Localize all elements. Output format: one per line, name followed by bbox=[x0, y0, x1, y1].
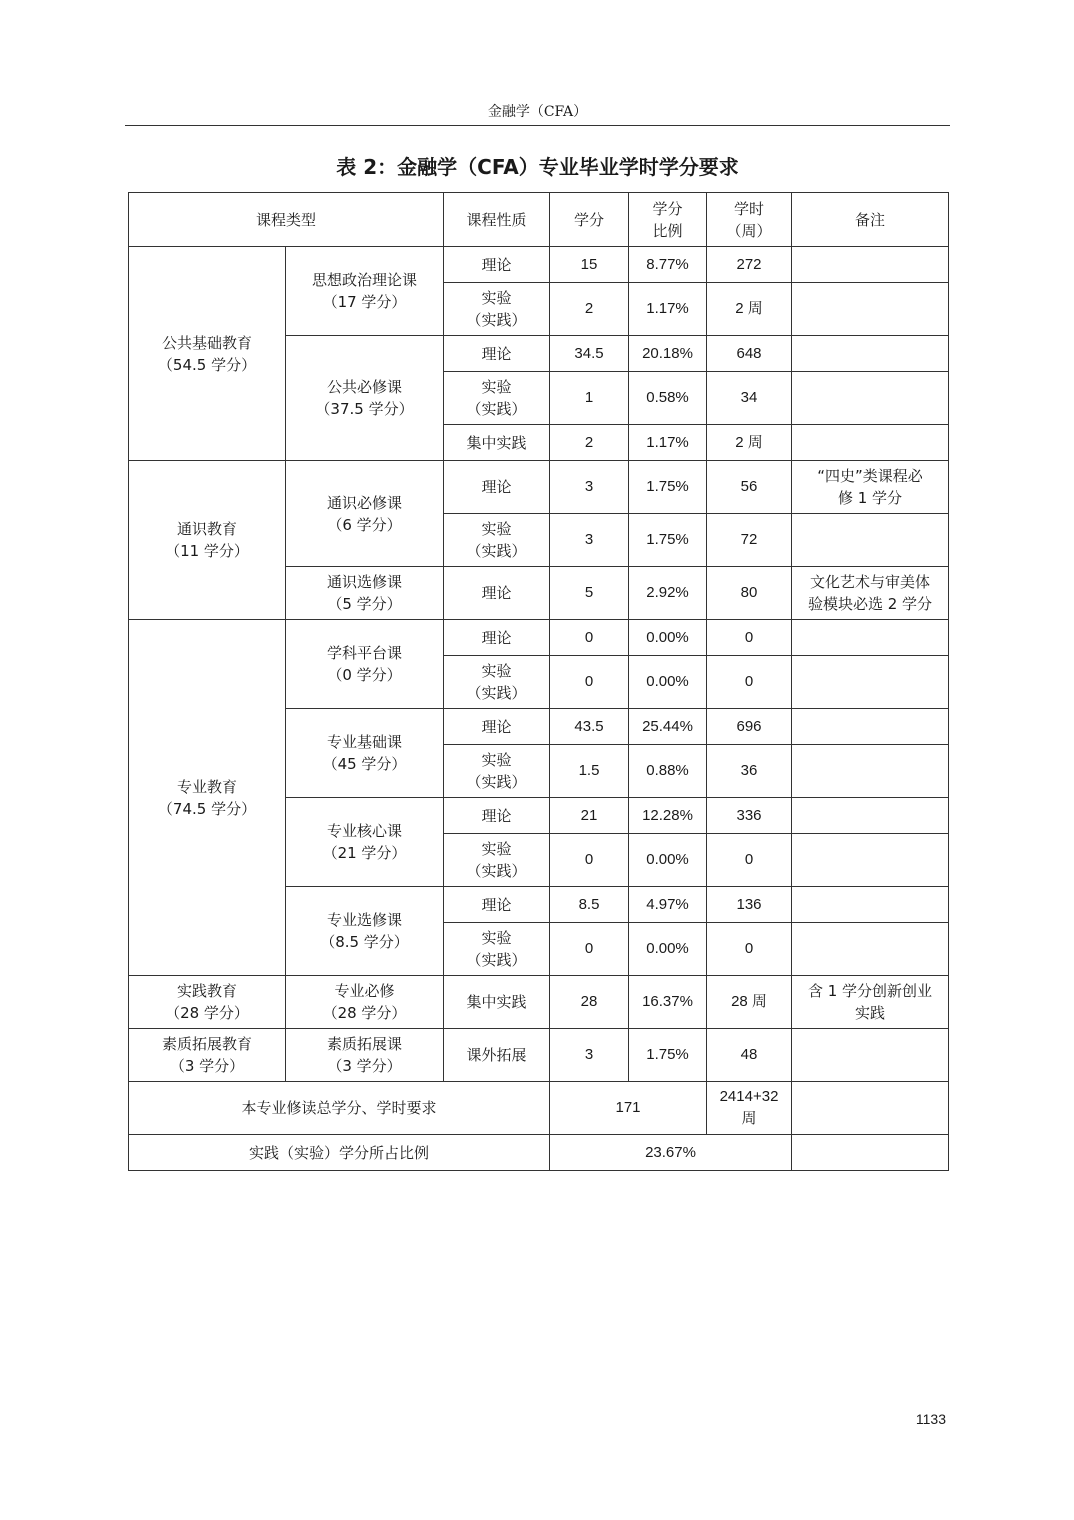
table-row bbox=[129, 976, 949, 1029]
hours-cell: 272 bbox=[707, 247, 792, 283]
group-label: 素质拓展教育 bbox=[161, 1035, 252, 1053]
credits-cell: 0 bbox=[550, 834, 629, 887]
group-general bbox=[129, 461, 286, 620]
table-row bbox=[129, 247, 949, 283]
subgroup-major-required bbox=[286, 976, 444, 1029]
ratio-cell: 20.18% bbox=[629, 336, 707, 372]
group-label: 实践教育 bbox=[176, 982, 237, 1000]
subgroup-label: 专业选修课 bbox=[327, 911, 403, 929]
hours-cell: 696 bbox=[707, 709, 792, 745]
hours-cell: 0 bbox=[707, 923, 792, 976]
nature-line1: 实验 bbox=[481, 751, 512, 769]
hours-cell: 0 bbox=[707, 656, 792, 709]
ratio-cell: 0.00% bbox=[629, 834, 707, 887]
group-credits: （3 学分） bbox=[169, 1057, 245, 1075]
nature-cell bbox=[444, 709, 550, 745]
note-cell bbox=[792, 620, 949, 656]
nature-line2: （实践） bbox=[466, 951, 527, 969]
totals-credits: 171 bbox=[550, 1082, 707, 1135]
subgroup-credits: （0 学分） bbox=[327, 666, 402, 684]
totals-label: 本专业修读总学分、学时要求 bbox=[129, 1082, 550, 1135]
credits-cell: 34.5 bbox=[550, 336, 629, 372]
nature-line1: 理论 bbox=[481, 717, 512, 736]
group-credits: （74.5 学分） bbox=[157, 799, 257, 818]
nature-line1: 理论 bbox=[481, 255, 512, 274]
ratio-cell: 0.88% bbox=[629, 745, 707, 798]
group-practice bbox=[129, 976, 286, 1029]
subgroup-public-required bbox=[286, 336, 444, 461]
subgroup-label: 通识选修课 bbox=[327, 573, 403, 591]
ratio-cell: 1.75% bbox=[629, 461, 707, 514]
ratio-cell: 0.00% bbox=[629, 923, 707, 976]
subgroup-label: 专业基础课 bbox=[327, 733, 403, 751]
nature-line1: 理论 bbox=[481, 628, 512, 647]
note-cell bbox=[792, 514, 949, 567]
subgroup-major-basic bbox=[286, 709, 444, 798]
note-line1: 文化艺术与审美体 bbox=[810, 573, 931, 591]
credit-requirements-table bbox=[128, 192, 949, 1171]
hours-cell: 48 bbox=[707, 1029, 792, 1082]
nature-cell bbox=[444, 567, 550, 620]
hours-cell: 648 bbox=[707, 336, 792, 372]
nature-cell bbox=[444, 247, 550, 283]
nature-cell bbox=[444, 1029, 550, 1082]
nature-cell bbox=[444, 745, 550, 798]
credits-cell: 5 bbox=[550, 567, 629, 620]
credits-cell: 0 bbox=[550, 656, 629, 709]
table-row bbox=[129, 461, 949, 514]
nature-line1: 理论 bbox=[481, 806, 512, 825]
nature-cell bbox=[444, 834, 550, 887]
subgroup-major-elective bbox=[286, 887, 444, 976]
nature-line2: （实践） bbox=[466, 542, 527, 560]
header-hours-line2: （周） bbox=[726, 221, 772, 240]
nature-cell bbox=[444, 887, 550, 923]
note-cell bbox=[792, 709, 949, 745]
table-row bbox=[129, 620, 949, 656]
ratio-cell: 0.00% bbox=[629, 620, 707, 656]
subgroup-credits: （17 学分） bbox=[322, 293, 407, 311]
nature-cell bbox=[444, 798, 550, 834]
group-public bbox=[129, 247, 286, 461]
note-cell bbox=[792, 887, 949, 923]
nature-line2: （实践） bbox=[466, 684, 527, 702]
note-line2: 修 1 学分 bbox=[837, 489, 903, 507]
hours-cell: 0 bbox=[707, 620, 792, 656]
subgroup-general-required bbox=[286, 461, 444, 567]
nature-line1: 理论 bbox=[481, 895, 512, 914]
table-title: 表 2：金融学（CFA）专业毕业学时学分要求 bbox=[336, 155, 739, 179]
hours-cell: 80 bbox=[707, 567, 792, 620]
credits-cell: 1.5 bbox=[550, 745, 629, 798]
ratio-cell: 1.17% bbox=[629, 283, 707, 336]
header-ratio-line1: 学分 bbox=[652, 199, 683, 218]
subgroup-credits: （5 学分） bbox=[327, 595, 402, 613]
group-quality bbox=[129, 1029, 286, 1082]
credits-cell: 2 bbox=[550, 283, 629, 336]
subgroup-ideological bbox=[286, 247, 444, 336]
subgroup-platform bbox=[286, 620, 444, 709]
nature-line1: 集中实践 bbox=[466, 993, 527, 1011]
hours-cell: 72 bbox=[707, 514, 792, 567]
credits-cell: 2 bbox=[550, 425, 629, 461]
nature-cell bbox=[444, 461, 550, 514]
note-line2: 实践 bbox=[855, 1004, 886, 1022]
credits-cell: 8.5 bbox=[550, 887, 629, 923]
nature-line2: （实践） bbox=[466, 311, 527, 329]
nature-cell bbox=[444, 514, 550, 567]
hours-cell: 34 bbox=[707, 372, 792, 425]
nature-cell bbox=[444, 976, 550, 1029]
subgroup-label: 通识必修课 bbox=[327, 493, 403, 512]
nature-line1: 实验 bbox=[481, 929, 512, 947]
subgroup-major-core bbox=[286, 798, 444, 887]
totals-row bbox=[129, 1082, 949, 1135]
note-cell bbox=[792, 798, 949, 834]
hours-cell: 36 bbox=[707, 745, 792, 798]
note-line1: “四史”类课程必 bbox=[817, 467, 923, 485]
note-cell bbox=[792, 745, 949, 798]
ratio-cell: 1.75% bbox=[629, 1029, 707, 1082]
subgroup-label: 公共必修课 bbox=[327, 378, 403, 396]
nature-line1: 理论 bbox=[481, 344, 512, 363]
subgroup-label: 素质拓展课 bbox=[327, 1035, 403, 1053]
subgroup-label: 思想政治理论课 bbox=[312, 271, 418, 289]
nature-cell bbox=[444, 656, 550, 709]
note-line2: 验模块必选 2 学分 bbox=[807, 595, 933, 613]
totals-note bbox=[792, 1082, 949, 1135]
group-credits: （54.5 学分） bbox=[157, 355, 257, 374]
ratio-cell: 1.17% bbox=[629, 425, 707, 461]
hours-cell: 2 周 bbox=[707, 283, 792, 336]
header-hours-line1: 学时 bbox=[734, 199, 765, 218]
header-hours bbox=[707, 193, 792, 247]
table-header-row bbox=[129, 193, 949, 247]
note-cell bbox=[792, 425, 949, 461]
credits-cell: 28 bbox=[550, 976, 629, 1029]
note-cell bbox=[792, 247, 949, 283]
ratio-cell: 12.28% bbox=[629, 798, 707, 834]
subgroup-credits: （37.5 学分） bbox=[315, 400, 414, 418]
totals-hours bbox=[707, 1082, 792, 1135]
practice-ratio-row bbox=[129, 1135, 949, 1171]
subgroup-credits: （45 学分） bbox=[322, 755, 407, 773]
header-ratio bbox=[629, 193, 707, 247]
subgroup-credits: （6 学分） bbox=[327, 515, 402, 534]
nature-line2: （实践） bbox=[466, 862, 527, 880]
subgroup-credits: （21 学分） bbox=[322, 844, 407, 862]
credits-cell: 43.5 bbox=[550, 709, 629, 745]
note-cell bbox=[792, 834, 949, 887]
subgroup-general-elective bbox=[286, 567, 444, 620]
hours-cell: 336 bbox=[707, 798, 792, 834]
ratio-cell: 8.77% bbox=[629, 247, 707, 283]
credits-cell: 3 bbox=[550, 1029, 629, 1082]
nature-line1: 集中实践 bbox=[466, 433, 527, 452]
credits-cell: 3 bbox=[550, 461, 629, 514]
nature-cell bbox=[444, 336, 550, 372]
totals-hours-line2: 周 bbox=[741, 1110, 757, 1127]
ratio-cell: 4.97% bbox=[629, 887, 707, 923]
group-credits: （11 学分） bbox=[165, 542, 249, 560]
ratio-cell: 16.37% bbox=[629, 976, 707, 1029]
group-major bbox=[129, 620, 286, 976]
practice-ratio-label: 实践（实验）学分所占比例 bbox=[129, 1135, 550, 1171]
hours-cell: 2 周 bbox=[707, 425, 792, 461]
nature-line1: 理论 bbox=[481, 478, 512, 496]
note-cell bbox=[792, 283, 949, 336]
nature-cell bbox=[444, 372, 550, 425]
page-number: 1133 bbox=[915, 1411, 946, 1427]
hours-cell: 136 bbox=[707, 887, 792, 923]
credits-cell: 1 bbox=[550, 372, 629, 425]
subgroup-credits: （3 学分） bbox=[327, 1057, 402, 1075]
note-line1: 含 1 学分创新创业 bbox=[807, 982, 933, 1000]
hours-cell: 56 bbox=[707, 461, 792, 514]
hours-cell: 28 周 bbox=[707, 976, 792, 1029]
credits-cell: 3 bbox=[550, 514, 629, 567]
nature-line1: 实验 bbox=[481, 289, 512, 307]
ratio-cell: 2.92% bbox=[629, 567, 707, 620]
subgroup-credits: （28 学分） bbox=[322, 1004, 407, 1022]
nature-line1: 理论 bbox=[481, 584, 512, 602]
credits-cell: 0 bbox=[550, 620, 629, 656]
credits-cell: 0 bbox=[550, 923, 629, 976]
nature-cell bbox=[444, 283, 550, 336]
nature-line1: 课外拓展 bbox=[466, 1046, 527, 1064]
note-cell bbox=[792, 336, 949, 372]
practice-ratio-note bbox=[792, 1135, 949, 1171]
ratio-cell: 0.00% bbox=[629, 656, 707, 709]
subgroup-label: 专业必修 bbox=[334, 982, 395, 1000]
nature-line1: 实验 bbox=[481, 840, 512, 858]
group-credits: （28 学分） bbox=[165, 1004, 249, 1022]
subgroup-label: 学科平台课 bbox=[327, 644, 403, 662]
ratio-cell: 0.58% bbox=[629, 372, 707, 425]
credits-cell: 21 bbox=[550, 798, 629, 834]
nature-cell bbox=[444, 620, 550, 656]
credits-cell: 15 bbox=[550, 247, 629, 283]
running-header: 金融学（CFA） bbox=[487, 104, 588, 120]
subgroup-quality bbox=[286, 1029, 444, 1082]
subgroup-label: 专业核心课 bbox=[327, 822, 403, 840]
group-label: 通识教育 bbox=[176, 520, 237, 538]
hours-cell: 0 bbox=[707, 834, 792, 887]
group-label: 专业教育 bbox=[176, 777, 237, 796]
nature-line1: 实验 bbox=[481, 378, 512, 396]
nature-line1: 实验 bbox=[481, 520, 512, 538]
table-row bbox=[129, 1029, 949, 1082]
note-cell bbox=[792, 567, 949, 620]
ratio-cell: 1.75% bbox=[629, 514, 707, 567]
note-cell bbox=[792, 1029, 949, 1082]
ratio-cell: 25.44% bbox=[629, 709, 707, 745]
note-cell bbox=[792, 461, 949, 514]
nature-line1: 实验 bbox=[481, 662, 512, 680]
header-ratio-line2: 比例 bbox=[652, 221, 683, 240]
subgroup-credits: （8.5 学分） bbox=[320, 933, 409, 951]
practice-ratio-value: 23.67% bbox=[550, 1135, 792, 1171]
nature-cell bbox=[444, 425, 550, 461]
note-cell bbox=[792, 372, 949, 425]
header-category: 课程类型 bbox=[129, 193, 444, 247]
group-label: 公共基础教育 bbox=[161, 333, 252, 352]
totals-hours-line1: 2414+32 bbox=[719, 1088, 779, 1105]
nature-line2: （实践） bbox=[466, 773, 527, 791]
header-notes: 备注 bbox=[792, 193, 949, 247]
note-cell bbox=[792, 976, 949, 1029]
nature-cell bbox=[444, 923, 550, 976]
nature-line2: （实践） bbox=[466, 400, 527, 418]
note-cell bbox=[792, 923, 949, 976]
header-nature: 课程性质 bbox=[444, 193, 550, 247]
header-rule bbox=[125, 125, 950, 126]
note-cell bbox=[792, 656, 949, 709]
header-credits: 学分 bbox=[550, 193, 629, 247]
